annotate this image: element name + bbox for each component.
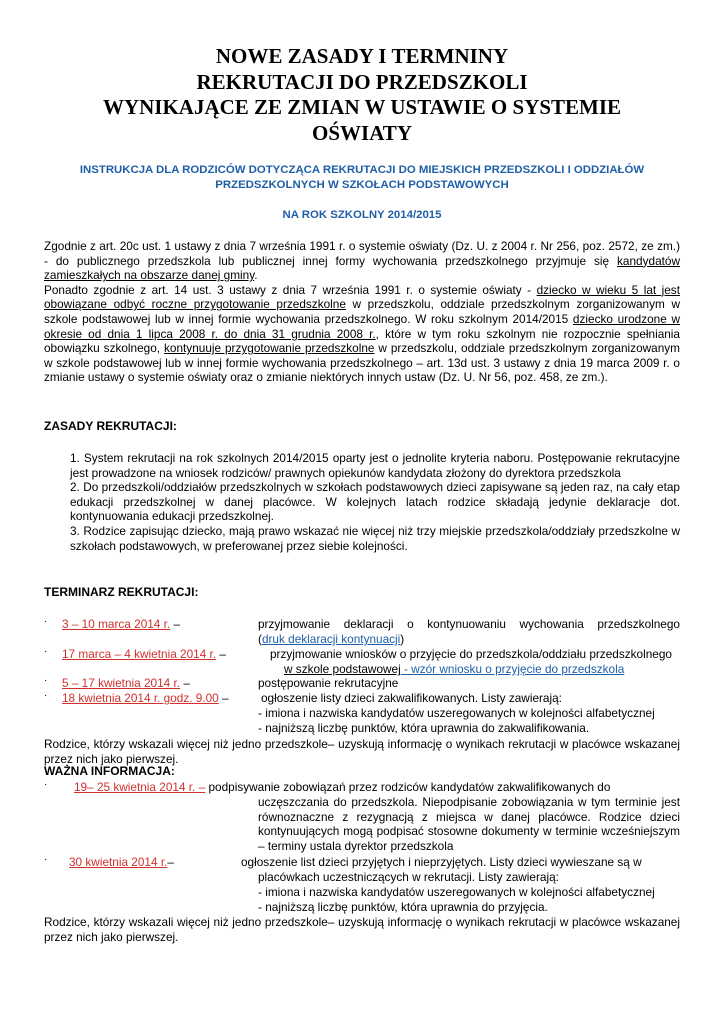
dash-4: – bbox=[218, 691, 229, 705]
school-year: NA ROK SZKOLNY 2014/2015 bbox=[282, 209, 442, 221]
date-5: 19– 25 kwietnia 2014 r. – bbox=[74, 780, 206, 794]
title-line-1: NOWE ZASADY I TERMNINY bbox=[215, 44, 509, 68]
title-line-4: OŚWIATY bbox=[312, 120, 412, 145]
date-6: 30 kwietnia 2014 r. bbox=[69, 855, 168, 869]
bullet-3: · bbox=[44, 675, 48, 686]
schedule-sub-4a: - imiona i nazwiska kandydatów uszeregowanych w kolejności alfabetycznej bbox=[258, 706, 655, 720]
declaration-form-link[interactable]: druk deklaracji kontynuacji bbox=[261, 632, 401, 646]
bullet-2: · bbox=[44, 646, 48, 657]
schedule-date-6 bbox=[69, 855, 174, 870]
schedule-date-1 bbox=[62, 617, 180, 632]
schedule-text-1: przyjmowanie deklaracji o kontynuowaniu wychowania przedszkolnego bbox=[258, 617, 680, 631]
schedule-date-2 bbox=[62, 647, 226, 662]
bullet-6: · bbox=[44, 854, 48, 865]
intro-p2-text-a: Ponadto zgodnie z art. 14 ust. 3 ustawy z dnia 7 września 1991 r. o systemie oświaty - bbox=[44, 282, 537, 297]
important-text-6: ogłoszenie list dzieci przyjętych i nieprzyjętych. Listy dzieci wywieszane są w bbox=[241, 855, 642, 869]
dash-2: – bbox=[216, 647, 226, 661]
intro-text bbox=[44, 239, 680, 385]
rules-list bbox=[70, 451, 680, 553]
document-subtitle bbox=[44, 163, 680, 193]
important-sub-6a: - imiona i nazwiska kandydatów uszeregowanych w kolejności alfabetycznej bbox=[258, 885, 655, 899]
important-row-5 bbox=[74, 780, 610, 795]
intro-p2-underlined-2: dziecko urodzone w okresie od dnia 1 lipca 2008 r. do dnia 31 grudnia 2008 r. bbox=[44, 311, 680, 341]
schedule-note: Rodzice, którzy wskazali więcej niż jedno przedszkole– uzyskują informację o wynikach rekrutacji w placówce wskazanej przez nich jako pierwszej. bbox=[44, 737, 680, 766]
intro-paragraph-2 bbox=[44, 283, 680, 385]
important-note: Rodzice, którzy wskazali więcej niż jedno przedszkole– uzyskują informację o wynikach rekrutacji w placówce wskazanej przez nich jako pierwszej. bbox=[44, 915, 680, 944]
date-4: 18 kwietnia 2014 r. godz. 9.00 bbox=[62, 691, 219, 705]
intro-p1-end: . bbox=[254, 268, 258, 283]
dash-1: – bbox=[170, 617, 181, 631]
subtitle-line-1: INSTRUKCJA DLA RODZICÓW DOTYCZĄCA REKRUTACJI DO MIEJSKICH PRZEDSZKOLI I ODDZIAŁÓW bbox=[79, 164, 645, 176]
schedule-date-3 bbox=[62, 676, 190, 691]
paren-open: ( bbox=[258, 632, 262, 646]
title-line-2: REKRUTACJI DO PRZEDSZKOLI bbox=[196, 69, 528, 94]
schedule-text-1b bbox=[258, 632, 404, 647]
schedule-sub-4b: - najniższą liczbę punktów, która uprawnia do zakwalifikowania. bbox=[258, 721, 590, 735]
dash-6: – bbox=[167, 855, 174, 869]
primary-school-text: w szkole podstawowej bbox=[284, 662, 401, 676]
application-form-link[interactable]: - wzór wniosku o przyjęcie do przedszkola bbox=[400, 662, 625, 676]
document-title bbox=[44, 44, 680, 146]
title-line-3: WYNIKAJĄCE ZE ZMIAN W USTAWIE O SYSTEMIE bbox=[102, 95, 622, 119]
schedule-text-2b bbox=[284, 662, 624, 677]
schedule-text-3: postępowanie rekrutacyjne bbox=[258, 676, 399, 690]
intro-p2-text-d: w przedszkolu, oddziale przedszkolnym zorganizowanym w szkole podstawowej lub w innej formie wychowania przedszkolnego – art. 13d ust. 3 ustawy z dnia 19 marca 2009 r. o zmianie ustawy o systemie oświaty oraz o zmianie niektórych innych ustaw (Dz. U. Nr 56, poz. 458, ze zm.). bbox=[44, 341, 680, 385]
schedule-date-4 bbox=[62, 691, 229, 706]
rule-2: 2. Do przedszkoli/oddziałów przedszkolnych w szkołach podstawowych dzieci zapisywane są jeden raz, na cały etap edukacji przedszkolnej w danej placówce. W kolejnych latach rodzice składają jedynie deklaracje dot. kontynuowania edukacji przedszkolnej. bbox=[70, 480, 680, 524]
bullet-5: · bbox=[44, 779, 48, 790]
schedule-text-4: ogłoszenie listy dzieci zakwalifikowanych. Listy zawierają: bbox=[261, 691, 562, 705]
important-text-5: uczęszczania do przedszkola. Niepodpisanie zobowiązania w tym terminie jest równoznaczne z rezygnacją z miejsca w danej placówce. Rodzice dzieci kontynuujących mogą podpisać stosowne dokumenty w terminie wcześniejszym – terminy ustala dyrektor przedszkola bbox=[258, 795, 680, 853]
important-text-5-first: podpisywanie zobowiązań przez rodziców kandydatów zakwalifikowanych do bbox=[205, 780, 611, 794]
important-heading: WAŻNA INFORMACJA: bbox=[44, 764, 175, 778]
intro-p2-underlined-3: kontynuuje przygotowanie przedszkolne bbox=[164, 341, 375, 356]
subtitle-line-2: PRZEDSZKOLNYCH W SZKOŁACH PODSTAWOWYCH bbox=[215, 179, 509, 191]
paren-close: ) bbox=[400, 632, 405, 646]
date-1: 3 – 10 marca 2014 r. bbox=[62, 617, 171, 631]
date-3: 5 – 17 kwietnia 2014 r. bbox=[62, 676, 181, 690]
rule-1: 1. System rekrutacji na rok szkolnych 2014/2015 oparty jest o jednolite kryteria naboru. Postępowanie rekrutacyjne jest prowadzone na wniosek rodziców/ prawnych opiekunów kandydata złożony do dyrektora przedszkola bbox=[70, 451, 680, 480]
intro-p1-underlined: kandydatów zamieszkałych na obszarze danej gminy bbox=[44, 253, 680, 283]
intro-paragraph-1 bbox=[44, 239, 680, 283]
intro-p2-text-b: w przedszkolu, oddziale przedszkolnym zorganizowanym w szkole podstawowej lub w innej formie wychowania przedszkolnego. W roku szkolnym 2014/2015 bbox=[44, 297, 680, 326]
intro-p2-underlined-1: dziecko w wieku 5 lat jest obowiązane odbyć roczne przygotowanie przedszkolne bbox=[44, 282, 680, 312]
rule-3: 3. Rodzice zapisując dziecko, mają prawo wskazać nie więcej niż trzy miejskie przedszkola/oddziały przedszkolne w szkołach podstawowych, w preferowanej przez siebie kolejności. bbox=[70, 523, 680, 553]
schedule-text-2: przyjmowanie wniosków o przyjęcie do przedszkola/oddziału przedszkolnego bbox=[270, 647, 672, 661]
rules-heading: ZASADY REKRUTACJI: bbox=[44, 419, 177, 433]
intro-p1-text: Zgodnie z art. 20c ust. 1 ustawy z dnia 7 września 1991 r. o systemie oświaty (Dz. U. z 2004 r. Nr 256, poz. 2572, ze zm.) - do publicznego przedszkola lub publicznej innej formy wychowania przedszkolnego przyjmuje się bbox=[44, 239, 680, 268]
schedule-heading: TERMINARZ REKRUTACJI: bbox=[44, 585, 199, 599]
intro-p2-text-c: , które w tym roku szkolnym nie rozpocznie spełniania obowiązku szkolnego, bbox=[44, 326, 680, 356]
dash-3: – bbox=[180, 676, 190, 690]
important-text-6b: placówkach uczestniczących w rekrutacji. Listy zawierają: bbox=[258, 870, 559, 884]
bullet-1: · bbox=[44, 616, 48, 627]
date-2: 17 marca – 4 kwietnia 2014 r. bbox=[62, 647, 217, 661]
bullet-4: · bbox=[44, 690, 48, 701]
important-sub-6b: - najniższą liczbę punktów, która uprawnia do przyjęcia. bbox=[258, 900, 548, 914]
